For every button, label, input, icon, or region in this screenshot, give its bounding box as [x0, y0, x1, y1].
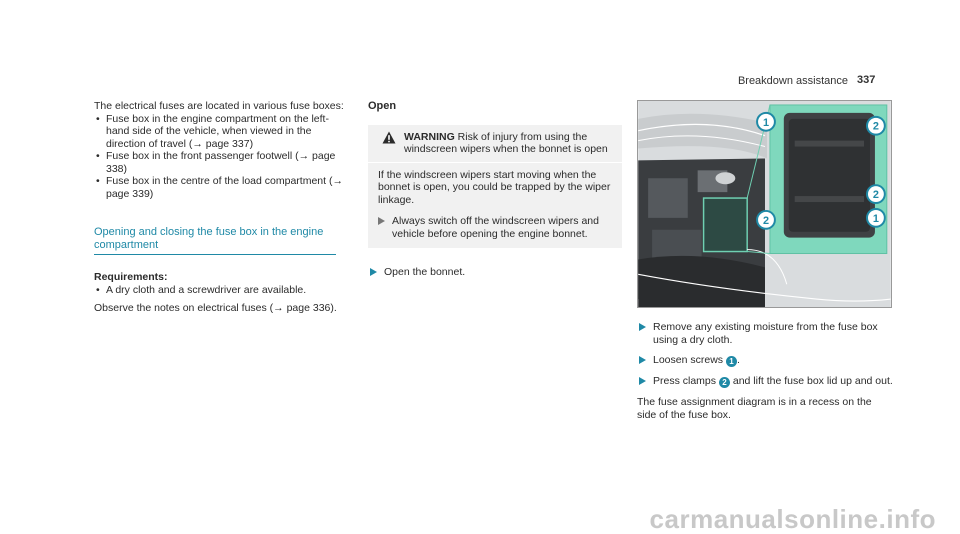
warning-heading	[404, 131, 614, 156]
callout-label: 2	[872, 189, 879, 202]
step-press-clamps	[637, 375, 893, 388]
running-header: Breakdown assistance	[737, 75, 848, 87]
warning-label: WARNING	[404, 130, 455, 143]
callout-label: 2	[762, 214, 770, 227]
step-suffix: .	[736, 354, 740, 366]
step-suffix: and lift the fuse box lid up and out.	[732, 375, 893, 387]
callout-2-badge: 2	[719, 377, 730, 388]
requirements-list	[94, 284, 344, 297]
warning-text: If the windscreen wipers start moving when the bonnet is open, you could be trapped by the wiper linkage.	[378, 168, 611, 206]
step-text: Loosen screws	[653, 354, 724, 366]
arrow-right-icon	[639, 377, 646, 385]
step-open-bonnet	[368, 266, 624, 279]
page-number: 337	[857, 74, 876, 86]
warning-body	[368, 162, 622, 241]
warning-action	[378, 215, 614, 240]
closing-text: The fuse assignment diagram is in a recess on the side of the fuse box.	[637, 396, 872, 421]
watermark: carmanualsonline.info	[649, 503, 936, 534]
warning-box	[368, 125, 622, 249]
note-text: Observe the notes on electrical fuses (→ page 336).	[94, 302, 337, 314]
warning-title: Risk of injury from using the windscreen wipers when the bonnet is open	[404, 130, 608, 155]
list-item: • Fuse box in the engine compartment on the left-hand side of the vehicle, when viewed in the direction of travel (→ page 337)	[94, 113, 344, 151]
arrow-right-icon	[378, 217, 385, 225]
callout-1-badge: 1	[726, 356, 737, 367]
column-middle	[368, 100, 624, 279]
subheading-open: Open	[368, 100, 397, 112]
arrow-right-icon	[639, 323, 646, 331]
step-remove-moisture	[637, 321, 893, 346]
list-item: • Fuse box in the front passenger footwell (→ page 338)	[94, 150, 344, 175]
intro-text: The electrical fuses are located in various fuse boxes:	[94, 100, 344, 112]
engine-fuse-box-photo	[637, 100, 892, 308]
callout-label: 1	[872, 212, 879, 225]
arrow-right-icon	[370, 268, 377, 276]
fuse-location-list	[94, 113, 344, 201]
column-right	[637, 100, 893, 421]
step-text: Remove any existing moisture from the fuse box using a dry cloth.	[653, 321, 878, 346]
callout-label: 2	[872, 120, 879, 133]
section-title: Opening and closing the fuse box in the engine compartment	[94, 226, 336, 255]
procedure-steps	[637, 321, 893, 388]
list-item: • A dry cloth and a screwdriver are available.	[94, 284, 344, 297]
callout-label: 1	[762, 116, 770, 129]
warning-action-text: Always switch off the windscreen wipers and vehicle before opening the engine bonnet.	[392, 215, 599, 240]
step-loosen-screws	[637, 354, 893, 367]
list-item: • Fuse box in the centre of the load compartment (→ page 339)	[94, 175, 344, 200]
warning-triangle-icon	[382, 131, 396, 144]
requirements-title: Requirements:	[94, 271, 168, 283]
step-text: Open the bonnet.	[384, 266, 466, 278]
arrow-right-icon	[639, 356, 646, 364]
step-text: Press clamps	[653, 375, 717, 387]
column-left	[94, 100, 344, 315]
warning-header	[378, 131, 614, 156]
